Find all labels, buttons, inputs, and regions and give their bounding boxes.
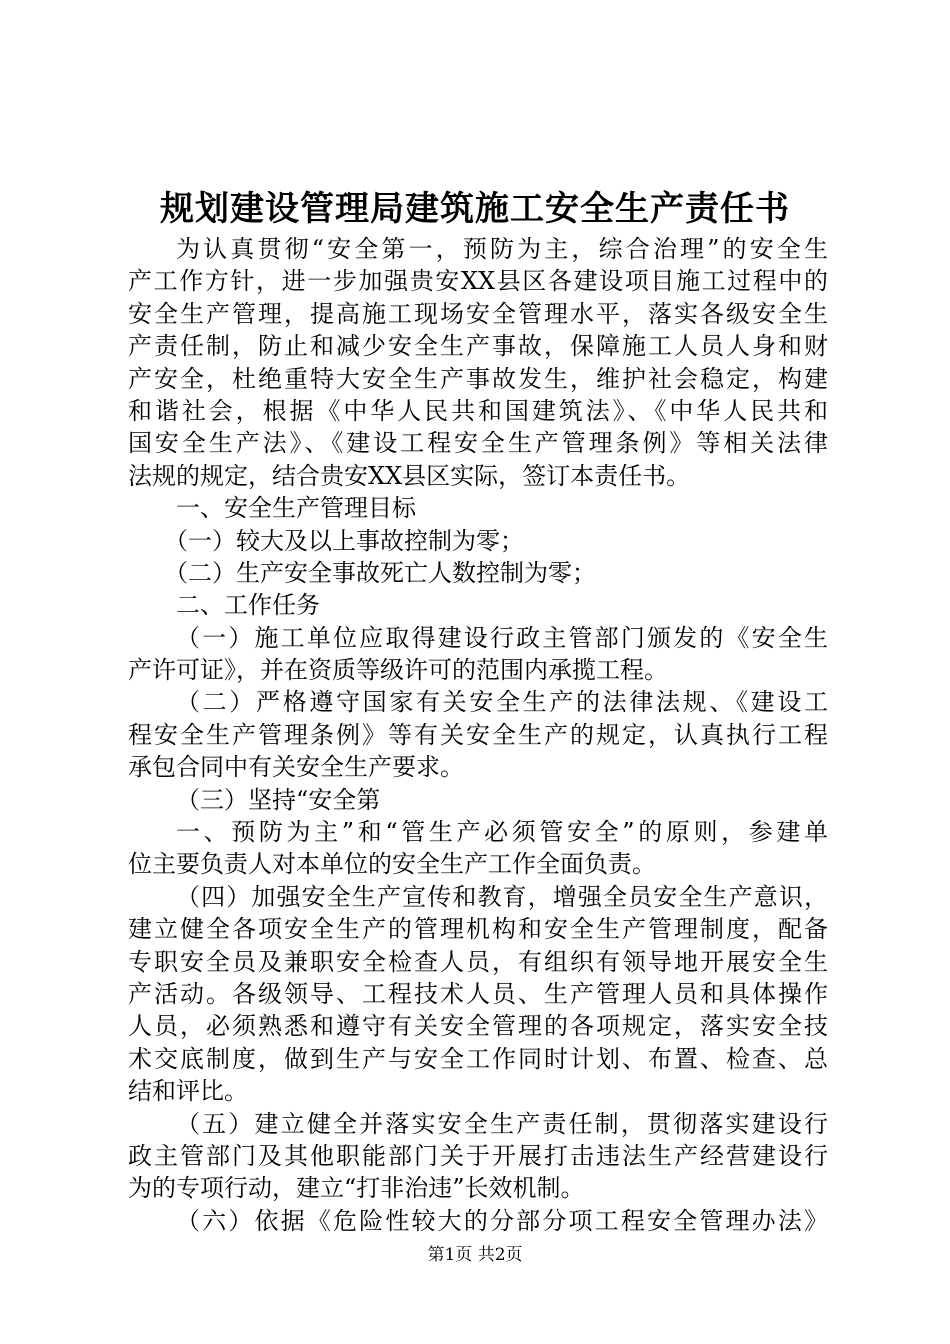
paragraph-line: 产工作方针，进一步加强贵安XX县区各建设项目施工过程中的: [128, 267, 828, 296]
paragraph-line: 人员，必须熟悉和遵守有关安全管理的各项规定，落实安全技: [128, 1012, 828, 1041]
paragraph-line: 产责任制，防止和减少安全生产事故，保障施工人员人身和财: [128, 332, 828, 361]
paragraph-line: 专职安全员及兼职安全检查人员，有组织有领导地开展安全生: [128, 947, 828, 976]
paragraph-line: （六）依据《危险性较大的分部分项工程安全管理办法》: [176, 1206, 828, 1235]
document-body: [128, 233, 828, 1237]
paragraph-line: （四）加强安全生产宣传和教育，增强全员安全生产意识，: [176, 882, 828, 911]
paragraph-line: （五）建立健全并落实安全生产责任制，贯彻落实建设行: [176, 1109, 828, 1138]
paragraph-line: 和谐社会，根据《中华人民共和国建筑法》、《中华人民共和: [128, 396, 828, 425]
paragraph-line: 结和评比。: [128, 1077, 248, 1106]
paragraph-line: 为的专项行动，建立“打非治违”长效机制。: [128, 1174, 585, 1203]
paragraph-line: 产安全，杜绝重特大安全生产事故发生，维护社会稳定，构建: [128, 364, 828, 393]
paragraph-line: （一）施工单位应取得建设行政主管部门颁发的《安全生: [176, 623, 828, 652]
paragraph-line: 国安全生产法》、《建设工程安全生产管理条例》等相关法律: [128, 429, 828, 458]
page-number: 第1页 共2页: [427, 1245, 523, 1265]
paragraph-line: 产活动。各级领导、工程技术人员、生产管理人员和具体操作: [128, 979, 828, 1008]
paragraph-line: 一、预防为主”和“管生产必须管安全”的原则，参建单: [176, 818, 828, 847]
paragraph-line: 政主管部门及其他职能部门关于开展打击违法生产经营建设行: [128, 1141, 828, 1170]
section-heading: 一、安全生产管理目标: [176, 494, 416, 523]
paragraph-line: 产许可证》，并在资质等级许可的范围内承揽工程。: [128, 656, 668, 685]
paragraph-line: 安全生产管理，提高施工现场安全管理水平，落实各级安全生: [128, 299, 828, 328]
paragraph-line: 术交底制度，做到生产与安全工作同时计划、布置、检查、总: [128, 1044, 828, 1073]
paragraph-line: 建立健全各项安全生产的管理机构和安全生产管理制度，配备: [128, 915, 828, 944]
list-item: （二）生产安全事故死亡人数控制为零；: [164, 558, 596, 587]
list-item: （一）较大及以上事故控制为零；: [164, 526, 524, 555]
paragraph-line: 承包合同中有关安全生产要求。: [128, 753, 464, 782]
section-heading: 二、工作任务: [176, 591, 320, 620]
paragraph-line: 位主要负责人对本单位的安全生产工作全面负责。: [128, 850, 656, 879]
document-title: 规划建设管理局建筑施工安全生产责任书: [160, 189, 790, 229]
paragraph-line: （三）坚持“安全第: [176, 785, 381, 814]
paragraph-line: （二）严格遵守国家有关安全生产的法律法规、《建设工: [176, 688, 828, 717]
paragraph-line: 程安全生产管理条例》等有关安全生产的规定，认真执行工程: [128, 720, 828, 749]
paragraph-line: 法规的规定，结合贵安XX县区实际，签订本责任书。: [128, 461, 691, 490]
paragraph-line: 为认真贯彻“安全第一，预防为主，综合治理”的安全生: [176, 235, 828, 263]
